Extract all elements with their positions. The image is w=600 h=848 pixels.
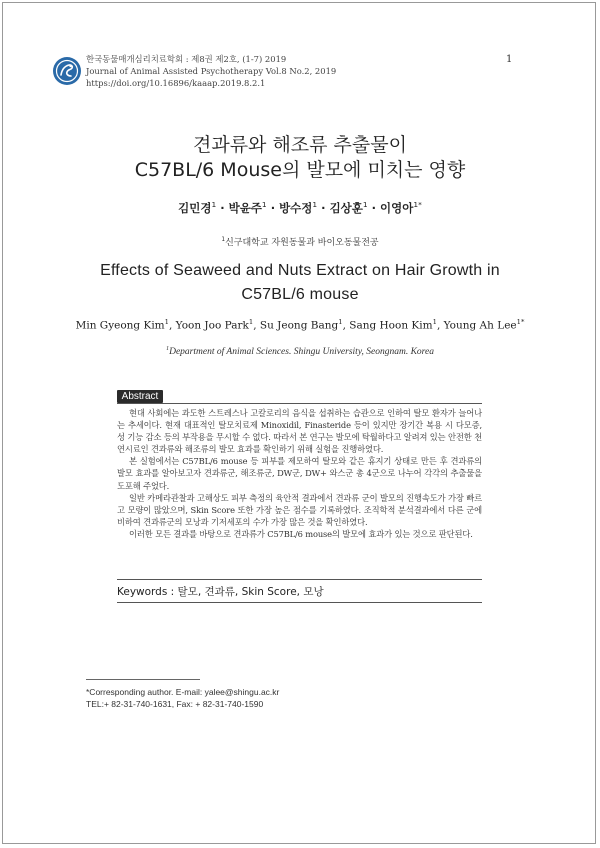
- abstract-body: [117, 407, 482, 540]
- abstract-top-rule: [117, 403, 482, 404]
- author-en-mark: 1: [248, 318, 254, 326]
- author-separator: ,: [168, 319, 176, 332]
- abstract-paragraph: 이러한 모든 결과를 바탕으로 견과류가 C57BL/6 mouse의 발모에 효과가 있는 것으로 판단된다.: [129, 528, 473, 539]
- author-ko-name: 방수정: [279, 201, 313, 215]
- abstract-bottom-rule: [117, 579, 482, 580]
- affiliation-en: [0, 346, 600, 357]
- title-ko-line2: C57BL/6 Mouse의 발모에 미치는 영향: [134, 159, 466, 181]
- keywords: Keywords : 탈모, 견과류, Skin Score, 모낭: [117, 586, 324, 598]
- author-separator: ·: [216, 201, 229, 215]
- corresponding-author-email: *Corresponding author. E-mail: yalee@shingu.ac.kr: [86, 687, 280, 697]
- author-ko-mark: 1*: [413, 200, 422, 210]
- author-en-mark: 1*: [516, 318, 525, 326]
- journal-header: [86, 53, 336, 89]
- abstract-paragraph: 현대 사회에는 과도한 스트레스나 고칼로리의 음식을 섭취하는 습관으로 인하여 탈모 환자가 늘어나는 추세이다. 현재 대표적인 탈모치료제 Minoxidil, Finasteride 등이 있지만 장기간 복용 시 다모증, 성 기능 감소 등의 부작용을 무시할 수 없다. 따라서 본 연구는 발모에 탁월하다고 알려져 있는 안전한 천연시료인 견과류와 해조류의 발모 효과를 확인하기 위해 실험을 진행하였다.: [117, 408, 482, 455]
- author-separator: ·: [266, 201, 280, 215]
- author-ko-name: 김상훈: [329, 201, 363, 215]
- author-en-mark: 1: [164, 318, 169, 326]
- author-en-mark: 1: [432, 318, 437, 326]
- title-ko-line1: 견과류와 해조류 추출물이: [193, 134, 407, 156]
- author-ko-name: 박윤주: [228, 201, 262, 215]
- keywords-rule: [117, 602, 482, 603]
- title-en-line1: Effects of Seaweed and Nuts Extract on Hair Growth in: [100, 262, 500, 279]
- header-doi: https://doi.org/10.16896/kaaap.2019.8.2.1: [86, 78, 266, 88]
- authors-en: [0, 318, 600, 332]
- affiliation-en-text: Department of Animal Sciences. Shingu University, Seongnam. Korea: [169, 347, 434, 358]
- author-en-name: Sang Hoon Kim: [349, 319, 433, 332]
- footnote-rule: [86, 679, 200, 680]
- author-en-mark: 1: [338, 318, 343, 326]
- author-ko-name: 이영아: [380, 201, 414, 215]
- affiliation-ko-mark: 1: [221, 237, 226, 243]
- author-ko-mark: 1: [261, 200, 267, 210]
- affiliation-ko-text: 신구대학교 자원동물과 바이오동물전공: [225, 238, 379, 248]
- title-en-line2: C57BL/6 mouse: [241, 286, 359, 303]
- affiliation-en-mark: 1: [166, 346, 170, 352]
- page-number: 1: [506, 54, 513, 65]
- authors-ko: [0, 200, 600, 216]
- author-ko-mark: 1: [312, 200, 318, 210]
- author-en-name: Young Ah Lee: [443, 319, 517, 332]
- footnote: [86, 686, 279, 710]
- abstract-paragraph: 본 실험에서는 C57BL/6 mouse 등 피부를 제모하여 탈모와 같은 휴지기 상태로 만든 후 견과류의 발모 효과를 알아보고자 견과류군, 해조류군, DW군, DW+ 와스군 총 4군으로 나누어 각각의 추출물을 도포해 주었다.: [117, 456, 482, 491]
- affiliation-ko: [0, 235, 600, 248]
- author-ko-name: 김민경: [178, 201, 212, 215]
- contact-phone-fax: TEL:+ 82-31-740-1631, Fax: + 82-31-740-1590: [86, 699, 264, 709]
- author-separator: ·: [317, 201, 330, 215]
- author-en-name: Min Gyeong Kim: [75, 319, 165, 332]
- author-separator: ,: [253, 319, 260, 332]
- author-separator: ,: [436, 319, 444, 332]
- abstract-paragraph: 일반 카메라관찰과 고해상도 피부 측정의 육안적 결과에서 견과류 군이 발모의 진행속도가 가장 빠르고 모량이 많았으며, Skin Score 또한 가장 높은 점수를 기록하였다. 조직학적 분석결과에서 다른 군에 비하여 견과류군의 모낭과 기저세포의 수가 가장 많은 것을 확인하였다.: [117, 492, 482, 527]
- journal-logo-icon: [52, 56, 82, 86]
- author-separator: ,: [342, 319, 350, 332]
- header-journal-ko: 한국동물매개심리치료학회 : 제8권 제2호, (1-7) 2019: [86, 54, 287, 64]
- abstract-label: Abstract: [117, 390, 163, 403]
- author-ko-mark: 1: [211, 200, 217, 210]
- author-en-name: Yoon Joo Park: [175, 319, 249, 332]
- author-ko-mark: 1: [362, 200, 368, 210]
- author-en-name: Su Jeong Bang: [259, 319, 339, 332]
- author-separator: ·: [367, 201, 381, 215]
- header-journal-en: Journal of Animal Assisted Psychotherapy Vol.8 No.2, 2019: [86, 66, 337, 76]
